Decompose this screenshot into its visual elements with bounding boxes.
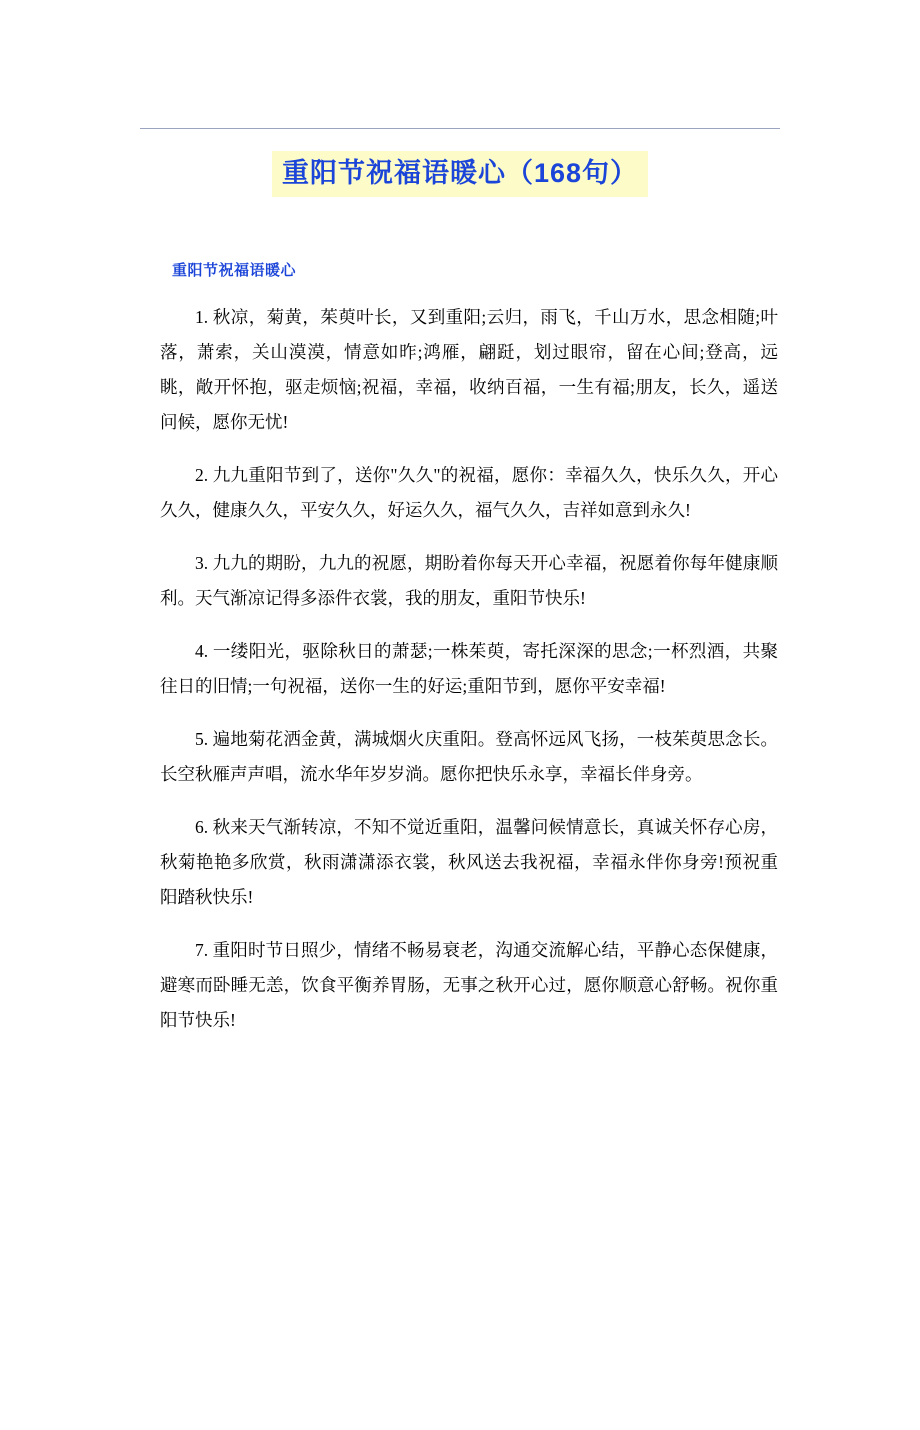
paragraph: 3. 九九的期盼，九九的祝愿，期盼着你每天开心幸福，祝愿着你每年健康顺利。天气渐凉记得多添件衣裳，我的朋友，重阳节快乐! <box>160 553 778 608</box>
section-heading: 重阳节祝福语暖心 <box>172 262 297 279</box>
paragraph: 5. 遍地菊花洒金黄，满城烟火庆重阳。登高怀远风飞扬，一枝茱萸思念长。长空秋雁声声唱，流水华年岁岁淌。愿你把快乐永享，幸福长伴身旁。 <box>160 729 778 784</box>
paragraph: 1. 秋凉，菊黄，茱萸叶长，又到重阳;云归，雨飞，千山万水，思念相随;叶落，萧索，关山漠漠，情意如昨;鸿雁，翩跹，划过眼帘，留在心间;登高，远眺，敞开怀抱，驱走烦恼;祝福，幸福，收纳百福，一生有福;朋友，长久，遥送问候，愿你无忧! <box>160 307 778 432</box>
document-body <box>140 300 780 1038</box>
paragraph: 2. 九九重阳节到了，送你"久久"的祝福，愿你：幸福久久，快乐久久，开心久久，健康久久，平安久久，好运久久，福气久久，吉祥如意到永久! <box>160 465 778 520</box>
paragraph: 6. 秋来天气渐转凉，不知不觉近重阳，温馨问候情意长，真诚关怀存心房，秋菊艳艳多欣赏，秋雨潇潇添衣裳，秋风送去我祝福，幸福永伴你身旁!预祝重阳踏秋快乐! <box>160 817 778 907</box>
document-page <box>0 128 920 1430</box>
page-title: 重阳节祝福语暖心（168句） <box>272 151 648 197</box>
header-divider <box>140 128 780 129</box>
page-title-container <box>140 151 780 197</box>
paragraph: 7. 重阳时节日照少，情绪不畅易衰老，沟通交流解心结，平静心态保健康，避寒而卧睡无恙，饮食平衡养胃肠，无事之秋开心过，愿你顺意心舒畅。祝你重阳节快乐! <box>160 940 778 1030</box>
paragraph: 4. 一缕阳光，驱除秋日的萧瑟;一株茱萸，寄托深深的思念;一杯烈酒，共聚往日的旧情;一句祝福，送你一生的好运;重阳节到，愿你平安幸福! <box>160 641 778 696</box>
